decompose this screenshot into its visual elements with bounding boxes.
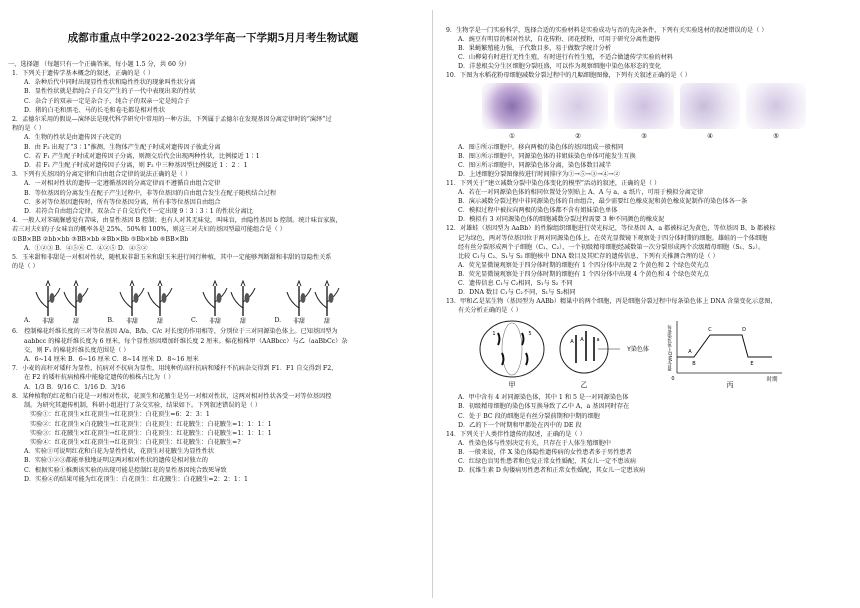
corn-option bbox=[107, 280, 177, 324]
cell-image bbox=[548, 83, 608, 140]
answer-option: 比较 C₁与 C₂、S₁与 S₂ 细胞核中 DNA 数目及其贮存的遗传信息，下列有关推测合理的是（ ） bbox=[458, 252, 719, 260]
cell-image bbox=[680, 83, 740, 140]
question-stem: 5．玉米甜和非甜是一对相对性状，随机取非甜玉米和甜玉米进行间行种植，其中一定能够判断甜和非甜的显隐性关系 bbox=[12, 254, 332, 262]
answer-option: D．若符合自由组合定律，双杂合子自交后代不一定出现 9∶3∶3∶1 的性状分离比 bbox=[24, 208, 253, 216]
curve-point: D bbox=[742, 327, 746, 334]
question-stem: 1．下列关于遗传学基本概念的叙述，正确的是（ ） bbox=[12, 70, 155, 77]
corn-option-label: B. bbox=[107, 317, 114, 325]
answer-option: 有关分析正确的是（ ） bbox=[458, 307, 522, 315]
left-column bbox=[8, 0, 418, 608]
answer-option: C．根据实验①推测该实验的出现可能是控制红花的显性基因纯合致死导致 bbox=[24, 466, 227, 474]
plant-caption: 甜 bbox=[156, 318, 163, 325]
answer-option: D．实验④的结果可能为红花顶生：白花顶生：红花腋生：白花腋生=2：2：1：1 bbox=[24, 475, 248, 483]
answer-option: B．初级精母细胞的染色体互换导致了乙中 A，a 基因同时存在 bbox=[458, 403, 630, 411]
cell-number: ② bbox=[575, 131, 581, 140]
answer-option: A．杂种后代中同时出现显性性状和隐性性状的现象叫性状分离 bbox=[24, 79, 196, 87]
right-question-list bbox=[442, 26, 852, 475]
question-stem: 11．下列关于“建立减数分裂中染色体变化的模型”活动的叙述，正确的是（ ） bbox=[446, 179, 661, 187]
chromosome-number: 5 bbox=[528, 331, 532, 338]
question-stem: 程的是（ ） bbox=[12, 125, 45, 133]
answer-option: A．6~14 厘米 B．6~16 厘米 C．8~14 厘米 D．8~16 厘米 bbox=[24, 356, 199, 364]
answer-option: B．荧光显微镜观察处于四分体时期的细胞有 1 个四分体中出现 4 个黄色和 4 个绿色荧光点 bbox=[458, 270, 709, 278]
plant-caption: 甜 bbox=[73, 318, 80, 325]
answer-option: C．处于 BC 段的细胞是有丝分裂前期和中期的细胞 bbox=[458, 412, 600, 420]
question-stem: 12．对雄蛙（基因型为 AaBb）的性腺组织细胞进行荧光标记，等位基因 A、a 都被标记为黄色，等位基因 B、b 都被标 bbox=[446, 225, 776, 233]
answer-option: A．荧光显微镜观察处于四分体时期的细胞有 1 个四分体中出现 2 个黄色和 2 个绿色荧光点 bbox=[458, 261, 709, 269]
cell-image bbox=[746, 83, 806, 140]
question-stem: 3．下列有关基因的分离定律和自由组合定律的说法正确的是（ ） bbox=[12, 171, 192, 179]
cell-image bbox=[614, 83, 674, 140]
corn-option-label: D. bbox=[274, 317, 282, 325]
question-stem: ①BB×BB ②bb×bb ③BB×bb ④Bb×Bb ⑤Bb×bb ⑥BB×Bb bbox=[12, 235, 189, 243]
division-diagram bbox=[472, 317, 792, 391]
answer-option: 实验②：红花顶生×白花腋生→红花顶生：白花顶生：红花腋生：白花腋生=1：1：1：1 bbox=[30, 420, 272, 428]
answer-option: C．山柳菊有时进行无性生殖，有时进行有性生殖，不适合做遗传学实验的材料 bbox=[458, 54, 674, 62]
answer-option: B．等位基因的分离发生在配子产生过程中，非等位基因的自由组合发生在配子随机结合过程 bbox=[24, 189, 277, 197]
corn-figure bbox=[24, 274, 418, 324]
allele-label: a bbox=[596, 337, 600, 344]
answer-option: B．实验①②③都能单独地证明这两对相对性状的遗传是相对独立的 bbox=[24, 457, 208, 465]
answer-option: B．一般来说，伴 X 染色体隐性遗传病的女性患者多于男性患者 bbox=[458, 448, 632, 456]
answer-option: B．显性性状就是指纯合子自交产生的子一代中表现出来的性状 bbox=[24, 88, 196, 96]
answer-option: D．若 F₁ 产生配子时成对遗传因子分离，则 F₂ 中三种基因型比例接近 1 ：2 ：1 bbox=[24, 162, 248, 170]
exam-title: 成都市重点中学2022-2023学年高一下学期5月月考生物试题 bbox=[67, 32, 359, 44]
plant-caption: 非甜 bbox=[293, 318, 306, 325]
corn-option bbox=[191, 280, 260, 324]
question-stem: 14．下列关于人类伴性遗传的叙述，正确的是（ ） bbox=[446, 430, 586, 438]
answer-option: D．抗维生素 D 佝偻病男性患者和正常女性婚配，其女儿一定患该病 bbox=[458, 467, 646, 475]
answer-option: 经有丝分裂形成两个子细胞（C₁、C₂），一个初级精母细胞经减数第一次分裂形成两个次级精母细胞（S₁、S₂）。 bbox=[458, 243, 765, 251]
answer-option: D．乙的下一个时期和甲都处在丙中的 DE 段 bbox=[458, 421, 582, 429]
curve-point: C bbox=[708, 327, 712, 334]
corn-option bbox=[24, 280, 93, 324]
cell-image bbox=[482, 83, 542, 140]
answer-option: D．模拟有 3 对同源染色体的细胞减数分裂过程需要 3 种不同颜色的橡皮泥 bbox=[458, 216, 665, 224]
allele-label: A bbox=[580, 337, 584, 344]
answer-option: A．豌豆有明显的相对性状，自花传粉、闭花授粉，可用于研究分离性遗传 bbox=[458, 36, 661, 44]
corn-plants-figure bbox=[33, 280, 93, 324]
axis-origin: 0 bbox=[671, 376, 675, 383]
answer-option: 记为绿色，两对等位基因位于两对同源染色体上，在荧光显微镜下观察处于四分体时期的细胞。雄蛙的一个体细胞 bbox=[458, 234, 768, 242]
y-axis-label: 每条染色体上DNA含量 bbox=[666, 325, 672, 372]
answer-option: 制。为研究其遗传机制，科研小组进行了杂交实验，结果如下。下列叙述错误的是（ ） bbox=[24, 402, 262, 410]
corn-plants-figure bbox=[200, 280, 260, 324]
curve-point: A bbox=[688, 349, 692, 356]
plant-caption: 甜 bbox=[324, 318, 331, 325]
answer-option: C．杂合子的双亲一定是杂合子，纯合子的双亲一定是纯合子 bbox=[24, 97, 190, 105]
figure-label-yi: 乙 bbox=[580, 381, 588, 390]
answer-option: B．图③所示细胞中，同源染色体的非姐妹染色单体可能发生互换 bbox=[458, 152, 636, 160]
answer-option: C．图②所示细胞中，同源染色体分离，染色体数目减半 bbox=[458, 161, 612, 169]
answer-option: 实验④：红花顶生×红花顶生→红花顶生：白花顶生：红花腋生：白花腋生=? bbox=[30, 438, 241, 446]
answer-option: A．实验①可说明红花和白花为显性性状，花顶生对花腋生为显性性状 bbox=[24, 448, 215, 456]
allele-label: A bbox=[570, 339, 574, 346]
question-stem: 若三对夫妇的子女味盲的概率各是 25%、50%和 100%，则这三对夫妇的基因型最可能组合是（ ） bbox=[12, 226, 286, 234]
answer-option: D．DNA 数目 C₁与 C₂不同，S₁与 S₂相同 bbox=[458, 289, 576, 297]
right-column bbox=[442, 0, 852, 608]
question-stem: 2．孟德尔采用的假说—演绎法是现代科学研究中常用的一种方法，下列属于孟德尔在发现基因分离定律时的“演绎”过 bbox=[12, 116, 332, 124]
y-chromosome-label: Y染色体 bbox=[627, 346, 649, 354]
corn-option-label: C. bbox=[190, 317, 198, 325]
question-stem: 9．生物学是一门实验科学，选择合适的实验材料是实验成功与否的先决条件，下列有关实验选材的叙述错误的是（ ） bbox=[446, 27, 768, 34]
answer-option: 交，则 F₁ 的棉花纤维长度范围是（ ） bbox=[24, 346, 130, 354]
section-heading: 一、选择题 （每题只有一个正确答案，每小题 1.5 分，共 60 分） bbox=[8, 61, 191, 68]
plant-caption: 甜 bbox=[240, 318, 247, 325]
answer-option: A．生物的性状是由遗传因子决定的 bbox=[24, 134, 122, 142]
x-axis-label: 时期 bbox=[766, 377, 778, 384]
curve-point: E bbox=[750, 361, 754, 368]
corn-plants-figure bbox=[117, 280, 177, 324]
plant-caption: 非甜 bbox=[125, 318, 138, 325]
plant-caption: 非甜 bbox=[209, 318, 222, 325]
answer-option: A．1/3 B．9/16 C．1/16 D．3/16 bbox=[24, 383, 126, 391]
question-stem: 8．某种植物的红花和白花是一对相对性状，花顶生和花腋生是另一对相对性状，这两对相对性状各受一对等位基因控 bbox=[12, 392, 332, 400]
answer-option: A．①②③ B．④⑤⑥ C．④②⑤ D．④⑤② bbox=[24, 244, 148, 252]
answer-option: A．图⑤所示细胞中，移向两极的染色体的基因组成一般相同 bbox=[458, 143, 624, 151]
figure-label-jia: 甲 bbox=[508, 381, 516, 390]
answer-option: D．猪的白毛和黑毛、马的长毛和卷毛都是相对性状 bbox=[24, 106, 166, 114]
corn-plants-figure bbox=[284, 280, 344, 324]
answer-option: aabbcc 的棉花纤维长度为 6 厘米，每个显性基因增加纤维长度 2 厘米。棉花植株甲（AABbcc）与乙（aaBbCc）杂 bbox=[24, 337, 348, 345]
answer-option: C．多对等位基因遗传时，所有等位基因分离，所有非等位基因自由组合 bbox=[24, 198, 221, 206]
answer-option: A．若在一对同源染色体的相同位置处分别贴上 A、A 与 a、a 纸片，可用于模拟分离定律 bbox=[458, 189, 704, 197]
answer-option: B．由 F₂ 出现了“3∶1”推测，生物体产生配子时成对遗传因子彼此分离 bbox=[24, 143, 221, 151]
meiosis-cells-figure bbox=[482, 83, 852, 141]
answer-option: A．甲中含有 4 对同源染色体，其中 1 和 5 是一对同源染色体 bbox=[458, 394, 629, 402]
answer-option: C．模拟过程中被拉向两极的染色体都不含有姐妹染色单体 bbox=[458, 207, 618, 215]
answer-option: 在 F2 的矮秆抗病植株中能稳定遗传的植株占比为（ ） bbox=[24, 374, 175, 382]
chromosome-number: 1 bbox=[492, 331, 496, 338]
answer-option: C．遗传信息 C₁与 C₂相同，S₁与 S₂ 不同 bbox=[458, 279, 573, 287]
answer-option: 实验③：红花腋生×红花顶生→红花顶生：白花顶生：红花腋生：白花腋生=1：1：1：1 bbox=[30, 429, 272, 437]
left-question-list bbox=[8, 69, 418, 484]
answer-option: 实验①：红花顶生×红花顶生→红花顶生：白花顶生=6：2：3：1 bbox=[30, 411, 210, 419]
figure-label-bing: 丙 bbox=[726, 381, 734, 390]
cell-number: ⑤ bbox=[773, 131, 779, 140]
question-stem: 4．一般人对苯硫脲感觉有苦味，由显性基因 B 控制；也有人对其无味觉，叫味盲，由隐性基因 b 控制。统计味盲家族， bbox=[12, 217, 342, 225]
corn-option-label: A. bbox=[24, 317, 31, 325]
answer-option: C．若 F₁ 产生配子时成对遗传因子分离，则测交后代会出现两种性状，比例接近 1∶1 bbox=[24, 152, 260, 160]
curve-point: B bbox=[692, 361, 696, 368]
answer-option: D．上述细胞分裂图像按进行时间排序为①→⑤→③→④→② bbox=[458, 170, 620, 178]
cell-number: ④ bbox=[707, 131, 713, 140]
answer-option: D．洋葱根尖分生区细胞分裂旺盛，可以作为观察细胞中染色体形态的变化 bbox=[458, 63, 661, 71]
cell-number: ③ bbox=[641, 131, 647, 140]
answer-option: C．红绿色盲男性患者和色觉正常女性婚配，其女儿一定不患该病 bbox=[458, 458, 636, 465]
answer-option: B．演示减数分裂过程中非同源染色体的自由组合，最少需要红色橡皮泥和黄色橡皮泥制作的染色体各一条 bbox=[458, 198, 748, 206]
answer-option: A．性染色体与性别决定有关，只存在于人体生殖细胞中 bbox=[458, 439, 611, 447]
answer-option: A．一对相对性状的遗传一定遵循基因的分离定律而不遵循自由组合定律 bbox=[24, 180, 221, 188]
question-stem: 13．甲和乙是某生物（基因型为 AABb）精巢中的两个细胞，丙是细胞分裂过程中每条染色体上 DNA 含量变化示意图， bbox=[446, 298, 777, 306]
question-stem: 的是（ ） bbox=[12, 263, 39, 271]
question-stem: 10．下图为水稻花粉母细胞减数分裂过程中的几幅细胞图像，下列有关叙述正确的是（ ） bbox=[446, 72, 691, 80]
question-stem: 6． 控制棉花纤维长度的三对等位基因 A/a、B/b、C/c 对长度的作用相等，分别位于三对同源染色体上。已知基因型为 bbox=[12, 328, 338, 336]
cell-division-figure bbox=[472, 317, 852, 391]
corn-option bbox=[274, 280, 344, 324]
answer-option: B．果蝇繁殖能力强，子代数目多，易于做数学统计分析 bbox=[458, 45, 612, 53]
column-divider bbox=[432, 10, 433, 598]
cell-number: ① bbox=[509, 131, 515, 140]
plant-caption: 非甜 bbox=[42, 318, 55, 325]
question-stem: 7．小麦的高秆对矮秆为显性，抗病对不抗病为显性，用纯种的高秆抗病和矮秆不抗病杂交得到 F1．F1 自交得到 F2， bbox=[12, 365, 338, 373]
